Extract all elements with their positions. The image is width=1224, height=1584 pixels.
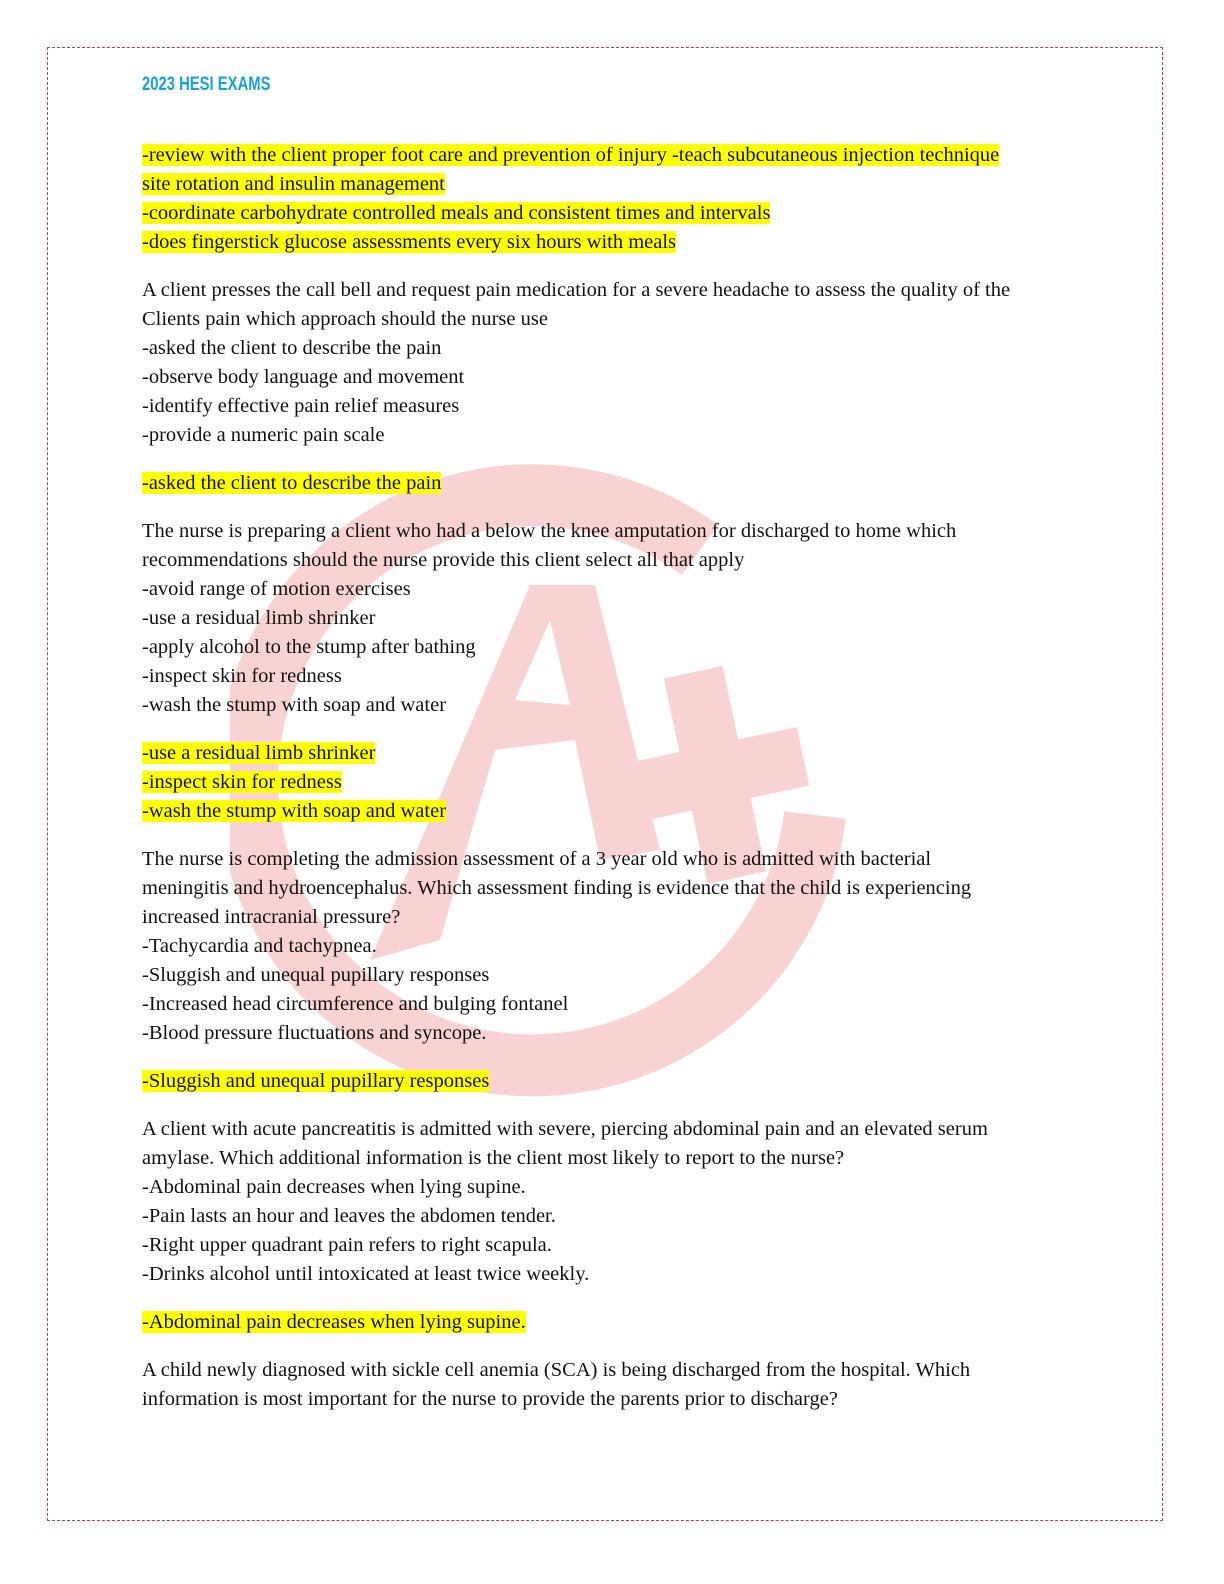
text-line: -use a residual limb shrinker: [142, 742, 376, 764]
question-block: [142, 517, 1077, 720]
text-line: -inspect skin for redness: [142, 665, 342, 687]
text-line: -Blood pressure fluctuations and syncope.: [142, 1022, 487, 1044]
question-block: [142, 1115, 1077, 1289]
answer-block: [142, 1067, 1077, 1096]
question-block: [142, 1356, 1077, 1414]
text-line: The nurse is preparing a client who had a below the knee amputation for discharged to home which: [142, 520, 957, 542]
text-line: Clients pain which approach should the nurse use: [142, 308, 548, 330]
text-line: -inspect skin for redness: [142, 771, 342, 793]
text-line: -Increased head circumference and bulging fontanel: [142, 993, 569, 1015]
text-line: -review with the client proper foot care and prevention of injury -teach subcutaneous injection technique: [142, 144, 1000, 166]
document-header: 2023 HESI EXAMS: [142, 74, 271, 95]
text-line: The nurse is completing the admission assessment of a 3 year old who is admitted with bacterial: [142, 848, 932, 870]
answer-block: [142, 739, 1077, 826]
text-line: recommendations should the nurse provide this client select all that apply: [142, 549, 745, 571]
question-block: [142, 276, 1077, 450]
text-line: -use a residual limb shrinker: [142, 607, 376, 629]
text-line: site rotation and insulin management: [142, 173, 445, 195]
text-line: -Abdominal pain decreases when lying supine.: [142, 1176, 526, 1198]
text-line: -asked the client to describe the pain: [142, 472, 442, 494]
text-line: -does fingerstick glucose assessments every six hours with meals: [142, 231, 677, 253]
text-line: -apply alcohol to the stump after bathing: [142, 636, 476, 658]
text-line: A client with acute pancreatitis is admitted with severe, piercing abdominal pain and an elevated serum: [142, 1118, 988, 1140]
text-line: meningitis and hydroencephalus. Which assessment finding is evidence that the child is experiencing: [142, 877, 972, 899]
text-line: -Sluggish and unequal pupillary responses: [142, 964, 490, 986]
text-line: -coordinate carbohydrate controlled meals and consistent times and intervals: [142, 202, 771, 224]
text-line: amylase. Which additional information is the client most likely to report to the nurse?: [142, 1147, 845, 1169]
answer-block: [142, 141, 1077, 257]
text-line: -Pain lasts an hour and leaves the abdomen tender.: [142, 1205, 556, 1227]
text-line: -identify effective pain relief measures: [142, 395, 460, 417]
text-line: -wash the stump with soap and water: [142, 694, 447, 716]
text-line: information is most important for the nurse to provide the parents prior to discharge?: [142, 1388, 838, 1410]
answer-block: [142, 469, 1077, 498]
text-line: -observe body language and movement: [142, 366, 465, 388]
text-line: A client presses the call bell and request pain medication for a severe headache to assess the quality of the: [142, 279, 1011, 301]
text-line: -avoid range of motion exercises: [142, 578, 411, 600]
text-line: -Abdominal pain decreases when lying supine.: [142, 1311, 526, 1333]
text-line: A child newly diagnosed with sickle cell anemia (SCA) is being discharged from the hospital. Which: [142, 1359, 971, 1381]
text-line: -provide a numeric pain scale: [142, 424, 385, 446]
text-line: -Drinks alcohol until intoxicated at least twice weekly.: [142, 1263, 590, 1285]
answer-block: [142, 1308, 1077, 1337]
text-line: increased intracranial pressure?: [142, 906, 401, 928]
text-line: -Tachycardia and tachypnea.: [142, 935, 377, 957]
document-body: [142, 141, 1077, 1433]
question-block: [142, 845, 1077, 1048]
text-line: -asked the client to describe the pain: [142, 337, 442, 359]
text-line: -Right upper quadrant pain refers to right scapula.: [142, 1234, 552, 1256]
text-line: -Sluggish and unequal pupillary responses: [142, 1070, 490, 1092]
text-line: -wash the stump with soap and water: [142, 800, 447, 822]
